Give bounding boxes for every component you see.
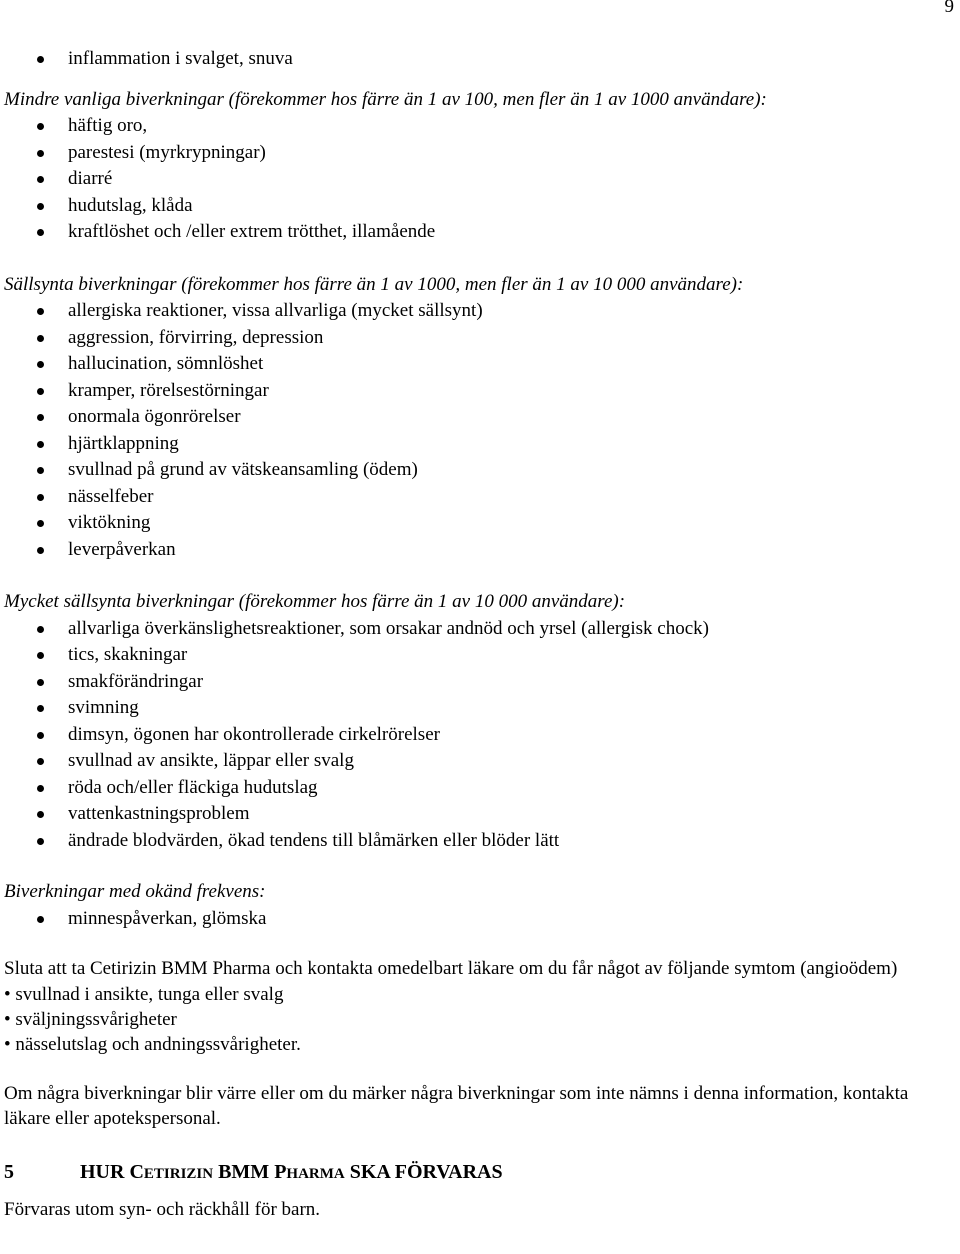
section-title: HUR CETIRIZIN BMM PHARMA SKA FÖRVARAS: [80, 1160, 503, 1183]
bullet-icon: [37, 811, 44, 818]
very-rare-heading: Mycket sällsynta biverkningar (förekommer hos färre än 1 av 10 000 användare):: [4, 591, 626, 612]
list-item: hallucination, sömnlöshet: [4, 351, 956, 378]
list-item: diarré: [4, 166, 956, 193]
list-item: inflammation i svalget, snuva: [4, 46, 956, 73]
storage-text: Förvaras utom syn- och räckhåll för barn.: [4, 1199, 321, 1220]
list-item: vattenkastningsproblem: [4, 801, 956, 828]
list-item: • sväljningssvårigheter: [4, 1008, 177, 1030]
bullet-icon: [37, 414, 44, 421]
bullet-icon: [37, 335, 44, 342]
stop-taking-paragraph: Sluta att ta Cetirizin BMM Pharma och kontakta omedelbart läkare om du får något av följande symtom (angioödem): [4, 958, 898, 979]
list-item: dimsyn, ögonen har okontrollerade cirkelrörelser: [4, 722, 956, 749]
list-item: onormala ögonrörelser: [4, 404, 956, 431]
bullet-icon: [37, 441, 44, 448]
list-item: kramper, rörelsestörningar: [4, 378, 956, 405]
list-item: minnespåverkan, glömska: [4, 906, 956, 933]
list-item: parestesi (myrkrypningar): [4, 140, 956, 167]
bullet-icon: [37, 652, 44, 659]
bullet-icon: [37, 176, 44, 183]
bullet-icon: [37, 785, 44, 792]
very-rare-effects-list: [4, 616, 956, 855]
report-paragraph: Om några biverkningar blir värre eller om du märker några biverkningar som inte nämns i denna information, kontakta läkare eller apotekspersonal.: [4, 1082, 909, 1129]
bullet-icon: [37, 494, 44, 501]
list-item: leverpåverkan: [4, 537, 956, 564]
bullet-icon: [37, 361, 44, 368]
unknown-effects-list: [4, 906, 956, 933]
list-item: hudutslag, klåda: [4, 193, 956, 220]
list-item: allvarliga överkänslighetsreaktioner, som orsakar andnöd och yrsel (allergisk chock): [4, 616, 956, 643]
bullet-icon: [37, 150, 44, 157]
list-item: smakförändringar: [4, 669, 956, 696]
list-item: svullnad på grund av vätskeansamling (ödem): [4, 457, 956, 484]
bullet-icon: [37, 758, 44, 765]
bullet-icon: [37, 838, 44, 845]
bullet-icon: [37, 679, 44, 686]
rare-heading: Sällsynta biverkningar (förekommer hos färre än 1 av 1000, men fler än 1 av 10 000 användare):: [4, 273, 744, 295]
bullet-icon: [37, 520, 44, 527]
bullet-icon: [37, 732, 44, 739]
list-item: svimning: [4, 695, 956, 722]
rare-effects-list: [4, 298, 956, 563]
list-item: tics, skakningar: [4, 642, 956, 669]
list-item: viktökning: [4, 510, 956, 537]
bullet-icon: [37, 203, 44, 210]
list-item: allergiska reaktioner, vissa allvarliga (mycket sällsynt): [4, 298, 956, 325]
list-item: röda och/eller fläckiga hudutslag: [4, 775, 956, 802]
bullet-icon: [37, 705, 44, 712]
document-body: [4, 0, 956, 1224]
bullet-icon: [37, 467, 44, 474]
angioedema-symptoms-list: [4, 982, 956, 1057]
page-number: 9: [944, 0, 954, 17]
section-5-heading: [4, 1159, 956, 1188]
list-item: • svullnad i ansikte, tunga eller svalg: [4, 983, 284, 1005]
bullet-icon: [37, 308, 44, 315]
section-number: 5: [4, 1160, 14, 1183]
bullet-icon: [37, 123, 44, 130]
bullet-icon: [37, 547, 44, 554]
list-item: häftig oro,: [4, 113, 956, 140]
list-item: aggression, förvirring, depression: [4, 325, 956, 352]
bullet-icon: [37, 916, 44, 923]
list-item: svullnad av ansikte, läppar eller svalg: [4, 748, 956, 775]
uncommon-heading: Mindre vanliga biverkningar (förekommer hos färre än 1 av 100, men fler än 1 av 1000 användare):: [4, 88, 767, 110]
unknown-frequency-heading: Biverkningar med okänd frekvens:: [4, 881, 266, 902]
list-item: ändrade blodvärden, ökad tendens till blåmärken eller blöder lätt: [4, 828, 956, 855]
bullet-icon: [37, 626, 44, 633]
list-item: nässelfeber: [4, 484, 956, 511]
bullet-icon: [37, 388, 44, 395]
uncommon-effects-list: [4, 113, 956, 246]
bullet-icon: [37, 229, 44, 236]
list-item: • nässelutslag och andningssvårigheter.: [4, 1033, 301, 1055]
bullet-icon: [37, 56, 44, 63]
common-effects-list: [4, 46, 956, 73]
list-item: hjärtklappning: [4, 431, 956, 458]
list-item: kraftlöshet och /eller extrem trötthet, illamående: [4, 219, 956, 246]
